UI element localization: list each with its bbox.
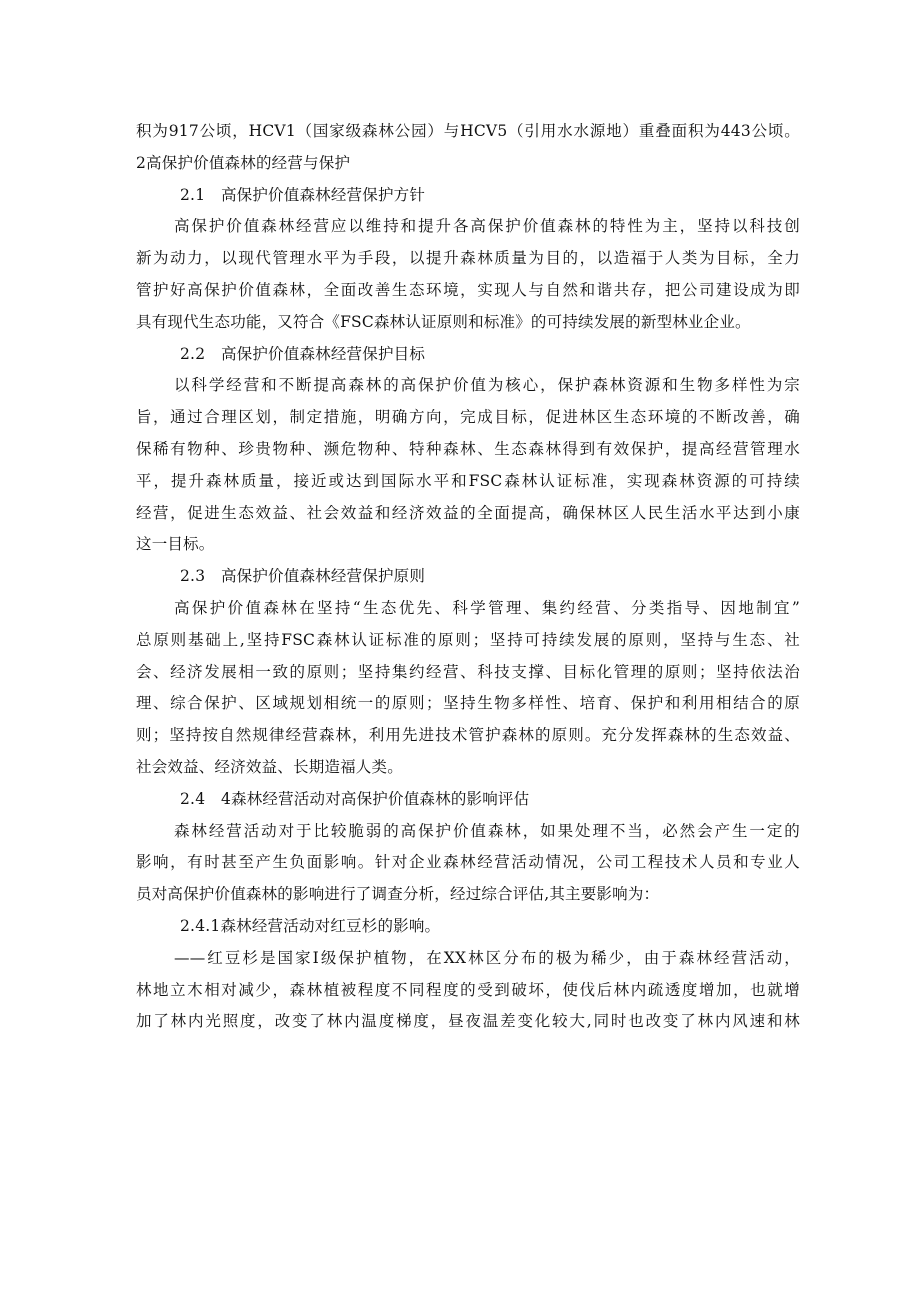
paragraph-line: 这一目标。 <box>136 535 215 554</box>
paragraph-line: 理、综合保护、区域规划相统一的原则；坚持生物多样性、培育、保护和利用相结合的原 <box>136 694 800 713</box>
document-body <box>136 116 800 1038</box>
paragraph-line: 员对高保护价值森林的影响进行了调查分析，经过综合评估,其主要影响为： <box>136 885 660 904</box>
paragraph-line: 高保护价值森林在坚持“生态优先、科学管理、集约经营、分类指导、因地制宜” <box>174 598 800 617</box>
section-heading: 2高保护价值森林的经营与保护 <box>136 153 351 172</box>
paragraph-line: 旨，通过合理区划，制定措施，明确方向，完成目标，促进林区生态环境的不断改善，确 <box>136 408 800 427</box>
paragraph-line: 影响，有时甚至产生负面影响。针对企业森林经营活动情况，公司工程技术人员和专业人 <box>136 853 800 872</box>
paragraph-line: 则；坚持按自然规律经营森林，利用先进技术管护森林的原则。充分发挥森林的生态效益、 <box>136 726 800 745</box>
paragraph-line: 会、经济发展相一致的原则；坚持集约经营、科技支撑、目标化管理的原则；坚持依法治 <box>136 662 800 681</box>
paragraph-line: 积为917公顷，HCV1（国家级森林公园）与HCV5（引用水水源地）重叠面积为443公顷。 <box>136 122 800 140</box>
subsection-heading: 2.4 4森林经营活动对高保护价值森林的影响评估 <box>180 789 530 808</box>
paragraph-line: 高保护价值森林经营应以维持和提升各高保护价值森林的特性为主，坚持以科技创 <box>174 217 800 236</box>
subsection-heading: 2.2 高保护价值森林经营保护目标 <box>180 344 426 363</box>
subsection-heading: 2.1 高保护价值森林经营保护方针 <box>180 185 426 204</box>
paragraph-line: 管护好高保护价值森林，全面改善生态环境，实现人与自然和谐共存，把公司建设成为即 <box>136 280 800 299</box>
paragraph-line: 总原则基础上,坚持FSC森林认证标准的原则；坚持可持续发展的原则，坚持与生态、社 <box>136 630 800 649</box>
paragraph-line: 具有现代生态功能，又符合《FSC森林认证原则和标准》的可持续发展的新型林业企业。 <box>136 312 751 331</box>
paragraph-line: 新为动力，以现代管理水平为手段，以提升森林质量为目的，以造福于人类为目标，全力 <box>136 249 800 268</box>
paragraph-line: 保稀有物种、珍贵物种、濒危物种、特种森林、生态森林得到有效保护，提高经营管理水 <box>136 439 800 458</box>
paragraph-line: 平，提升森林质量，接近或达到国际水平和FSC森林认证标准，实现森林资源的可持续 <box>136 471 800 490</box>
subsection-heading: 2.4.1森林经营活动对红豆杉的影响。 <box>180 916 441 935</box>
paragraph-line: 社会效益、经济效益、长期造福人类。 <box>136 757 403 776</box>
paragraph-line: 以科学经营和不断提高森林的高保护价值为核心，保护森林资源和生物多样性为宗 <box>174 376 800 395</box>
paragraph-line: 经营，促进生态效益、社会效益和经济效益的全面提高，确保林区人民生活水平达到小康 <box>136 503 800 522</box>
paragraph-line: 林地立木相对减少，森林植被程度不同程度的受到破坏，使伐后林内疏透度增加，也就增 <box>136 980 800 999</box>
paragraph-line: 森林经营活动对于比较脆弱的高保护价值森林，如果处理不当，必然会产生一定的 <box>174 821 800 840</box>
paragraph-line: 加了林内光照度，改变了林内温度梯度，昼夜温差变化较大,同时也改变了林内风速和林 <box>136 1012 800 1031</box>
paragraph-line: ——红豆杉是国家Ⅰ级保护植物，在XX林区分布的极为稀少，由于森林经营活动， <box>174 948 800 967</box>
subsection-heading: 2.3 高保护价值森林经营保护原则 <box>180 567 426 586</box>
